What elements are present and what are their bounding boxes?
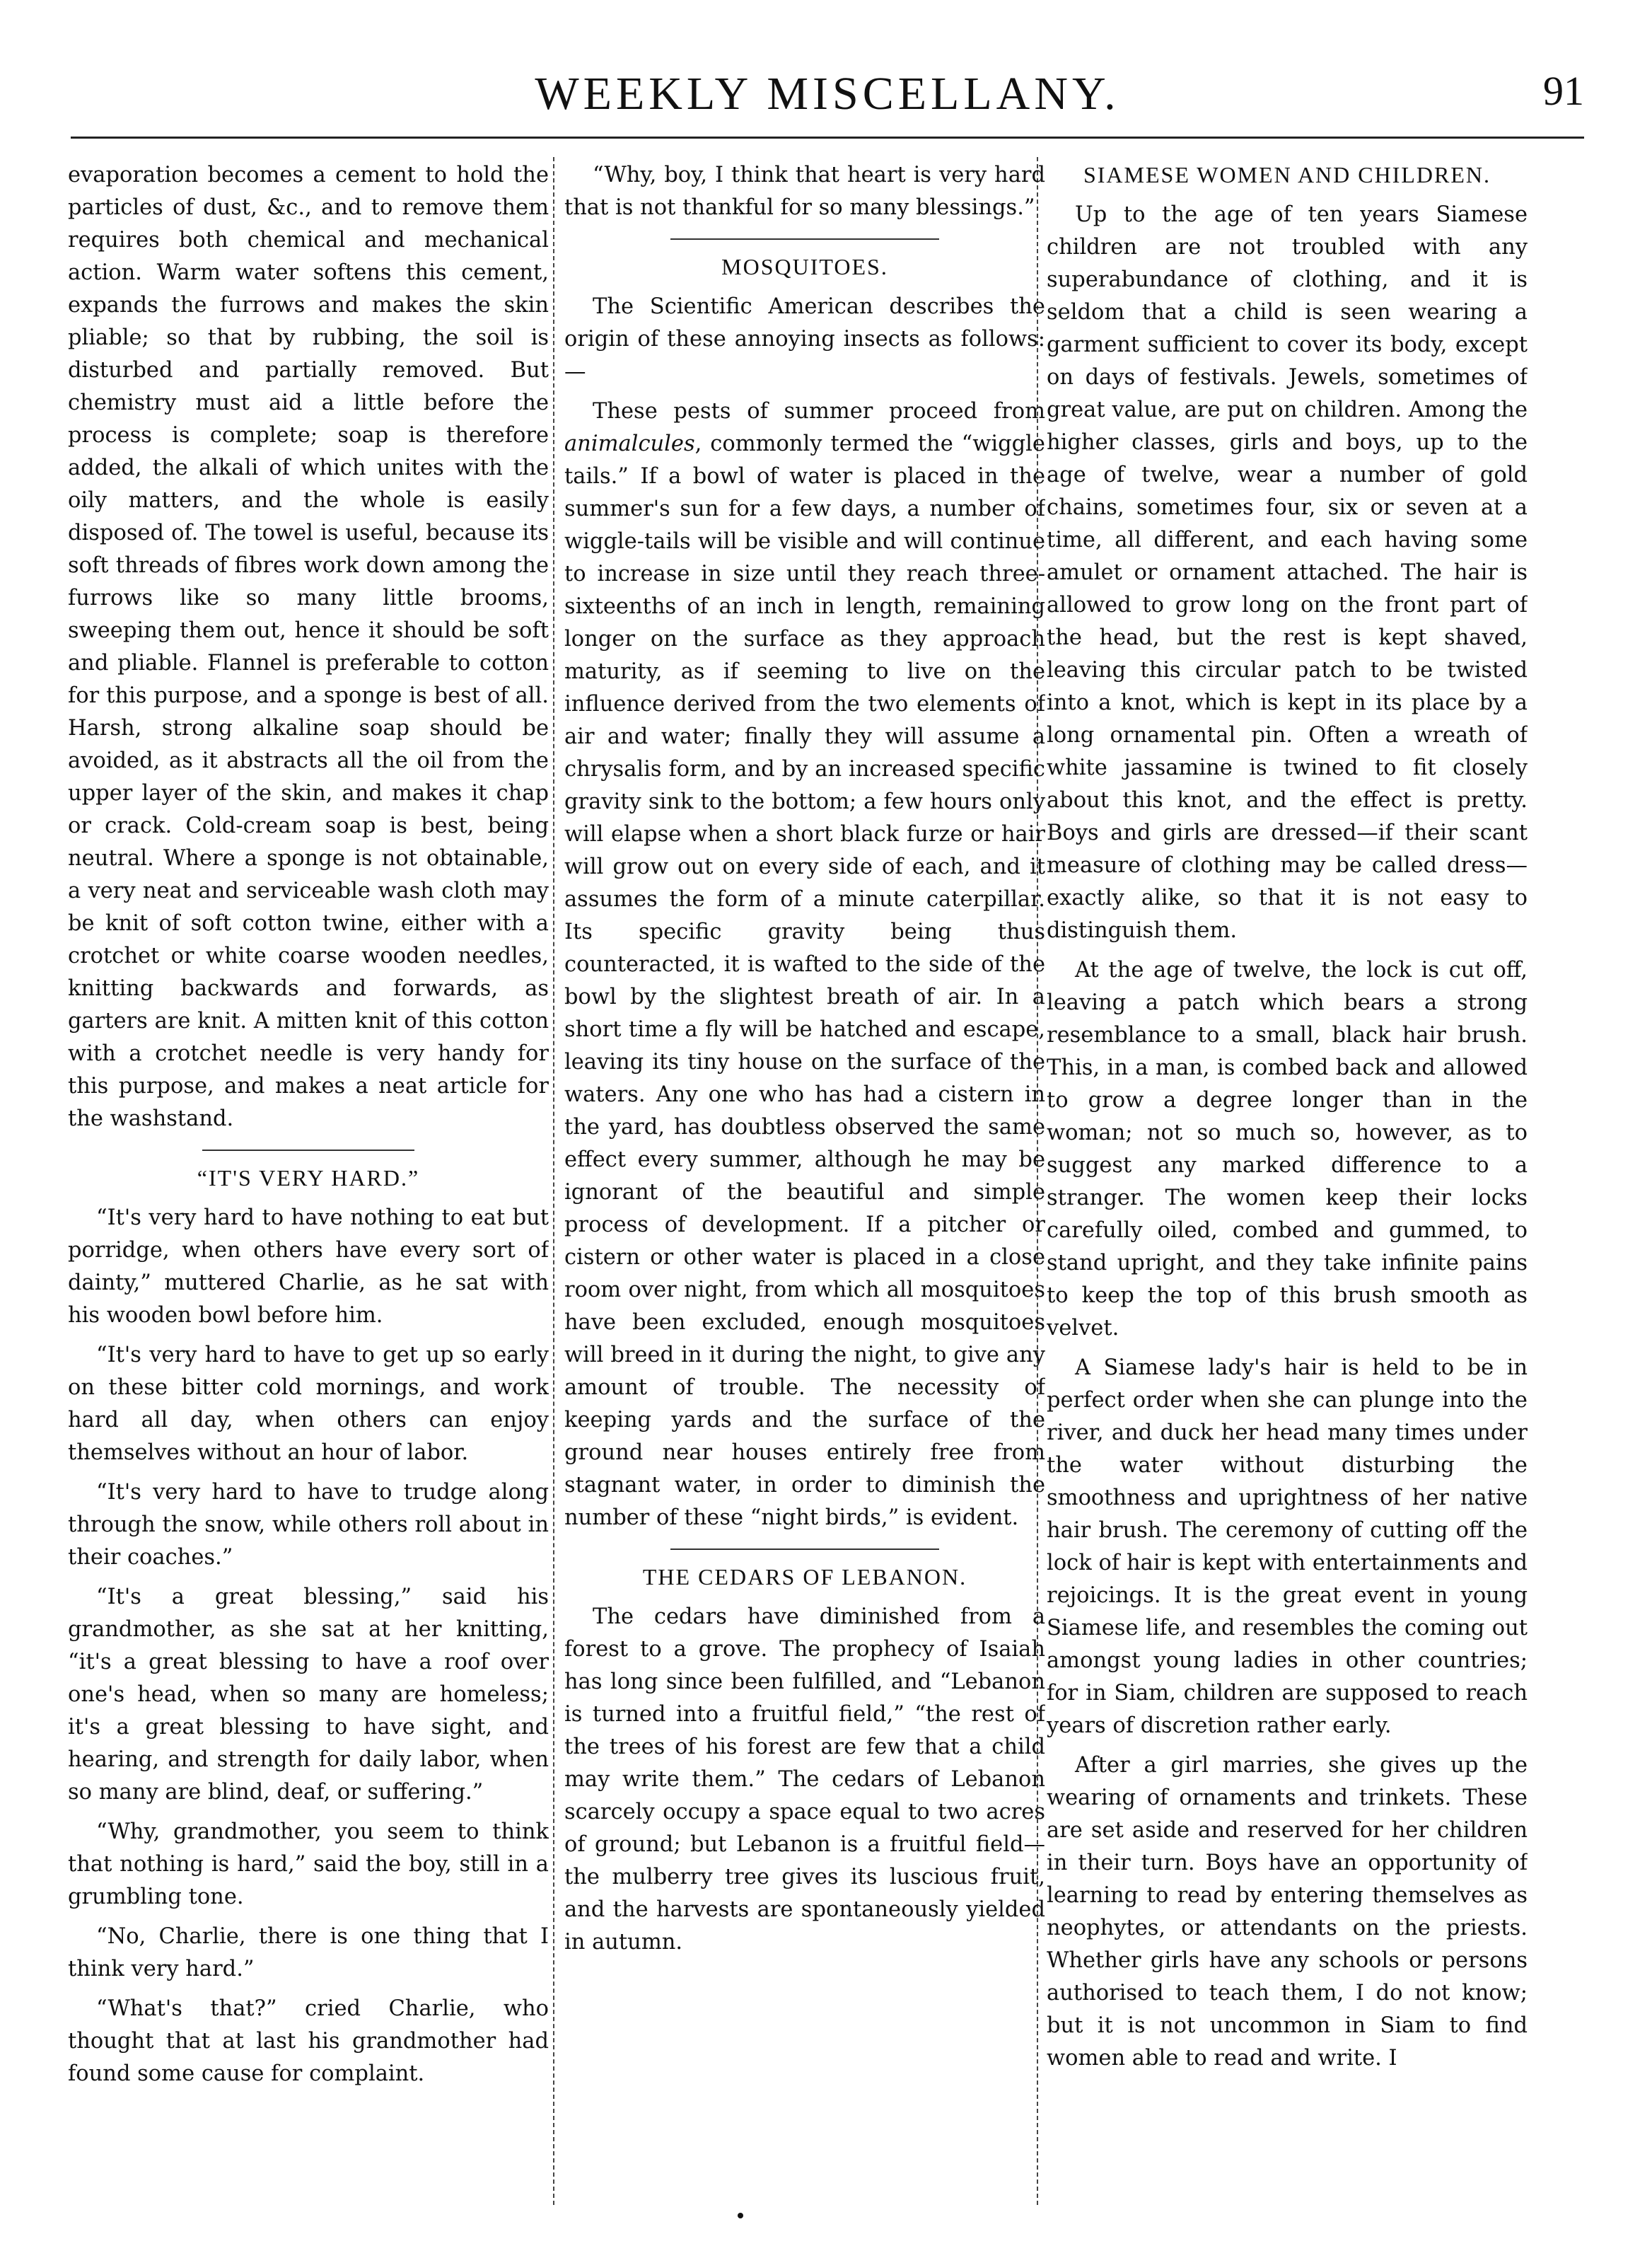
article-paragraph: evaporation becomes a cement to hold the particles of dust, &c., and to remove them requires both chemical and mechanical action. Warm water softens this cement, expands the furrows and makes the skin pliable; so that by rubbing, the soil is disturbed and partially removed. But chemistry must aid a little before the process is complete; soap is therefore added, the alkali of which unites with the oily matters, and the whole is easily disposed of. The towel is useful, because its soft threads of fibres work down among the furrows like so many little brooms, sweeping them out, hence it should be soft and pliable. Flannel is preferable to cotton for this purpose, and a sponge is best of all. Harsh, strong alkaline soap should be avoided, as it abstracts all the oil from the upper layer of the skin, and makes it chap or crack. Cold-cream soap is best, being neutral. Where a sponge is not obtainable, a very neat and serviceable wash cloth may be knit of soft cotton twine, either with a crotchet or white coarse wooden needles, knitting backwards and forwards, as garters are knit. A mitten knit of this cotton with a crotchet needle is very handy for this purpose, and makes a neat article for the washstand. — [68, 163, 549, 1131]
column-divider — [553, 157, 554, 2205]
ink-dot — [738, 2213, 743, 2218]
column-1 — [68, 159, 549, 2200]
masthead — [71, 67, 1584, 145]
page-number: 91 — [1543, 68, 1584, 114]
article-paragraph: “It's very hard to have to get up so early on these bitter cold mornings, and work hard all day, when others can enjoy themselves without an hour of labor. — [68, 1343, 549, 1465]
article-paragraph: Up to the age of ten years Siamese children are not troubled with any superabundance of clothing, and it is seldom that a child is seen wearing a garment sufficient to cover its body, except on days of festivals. Jewels, sometimes of great value, are put on children. Among the higher classes, girls and boys, up to the age of twelve, wear a number of gold chains, sometimes four, six or seven at a time, all different, and each having some amulet or ornament attached. The hair is allowed to grow long on the front part of the head, but the rest is kept shaved, leaving this circular patch to be twisted into a knot, which is kept in its place by a long ornamental pin. Often a wreath of white jassamine is twined to fit closely about this knot, and the effect is pretty. Boys and girls are dressed—if their scant measure of clothing may be called dress—exactly alike, so that it is not easy to distinguish them. — [1047, 202, 1528, 943]
masthead-title: WEEKLY MISCELLANY. — [535, 68, 1120, 120]
article-heading-mosquitoes: MOSQUITOES. — [721, 254, 888, 279]
article-paragraph: “What's that?” cried Charlie, who thought that at last his grandmother had found some cause for complaint. — [68, 1996, 549, 2086]
article-divider — [670, 238, 939, 240]
article-paragraph — [564, 395, 1045, 1534]
article-paragraph: “Why, grandmother, you seem to think that nothing is hard,” said the boy, still in a grumbling tone. — [68, 1819, 549, 1909]
article-paragraph: After a girl marries, she gives up the wearing of ornaments and trinkets. These are set aside and reserved for her children in their turn. Boys have an opportunity of learning to read by entering themselves as neophytes, or attendants on the priests. Whether girls have any schools or persons authorised to teach them, I do not know; but it is not uncommon in Siam to find women able to read and write. I — [1047, 1753, 1528, 2071]
article-paragraph: “Why, boy, I think that heart is very hard that is not thankful for so many blessings.” — [564, 163, 1045, 220]
masthead-rule — [71, 137, 1584, 139]
article-divider — [202, 1150, 414, 1151]
column-2 — [564, 159, 1045, 2200]
article-heading-siamese-women: SIAMESE WOMEN AND CHILDREN. — [1083, 162, 1491, 187]
text-run: , commonly termed the “wiggle tails.” If a bowl of water is placed in the summer's sun for a few days, a number of wiggle-tails will be visible and will continue to increase in size until they reach three-sixteenths of an inch in length, remaining longer on the surface as they approach maturity, as if seeming to live on the influence derived from the two elements of air and water; finally they will assume a chrysalis form, and by an increased specific gravity sink to the bottom; a few hours only will elapse when a short black furze or hair will grow out on every side of each, and it assumes the form of a minute caterpillar. Its specific gravity being thus counteracted, it is wafted to the side of the bowl by the slightest breath of air. In a short time a fly will be hatched and escape, leaving its tiny house on the surface of the waters. Any one who has had a cistern in the yard, has doubtless observed the same effect every summer, although he may be ignorant of the beautiful and simple process of development. If a pitcher or cistern or other water is placed in a close room over night, from which all mosquitoes have been excluded, enough mosquitoes will breed in it during the night, to give any amount of trouble. The necessity of keeping yards and the surface of the ground near houses entirely free from stagnant water, in order to diminish the number of these “night birds,” is evident. — [564, 432, 1045, 1530]
article-paragraph: “No, Charlie, there is one thing that I think very hard.” — [68, 1924, 549, 1981]
article-paragraph: “It's very hard to have to trudge along through the snow, while others roll about in their coaches.” — [68, 1480, 549, 1570]
article-heading-its-very-hard: “IT'S VERY HARD.” — [197, 1165, 420, 1191]
article-paragraph: The Scientific American describes the origin of these annoying insects as follows:— — [564, 294, 1045, 384]
article-paragraph: The cedars have diminished from a forest to a grove. The prophecy of Isaiah has long since been fulfilled, and “Lebanon is turned into a fruitful field,” “the rest of the trees of his forest are few that a child may write them.” The cedars of Lebanon scarcely occupy a space equal to two acres of ground; but Lebanon is a fruitful field—the mulberry tree gives its luscious fruit, and the harvests are spontaneously yielded in autumn. — [564, 1604, 1045, 1955]
article-paragraph: A Siamese lady's hair is held to be in perfect order when she can plunge into the river, and duck her head many times under the water without disturbing the smoothness and uprightness of her native hair brush. The ceremony of cutting off the lock of hair is kept with entertainments and rejoicings. It is the great event in young Siamese life, and resembles the coming out amongst young ladies in other countries; for in Siam, children are supposed to reach years of discretion rather early. — [1047, 1355, 1528, 1738]
article-paragraph: “It's very hard to have nothing to eat but porridge, when others have every sort of dainty,” muttered Charlie, as he sat with his wooden bowl before him. — [68, 1205, 549, 1328]
article-paragraph: “It's a great blessing,” said his grandmother, as she sat at her knitting, “it's a great blessing to have a roof over one's head, when so many are homeless; it's a great blessing to have sight, and hearing, and strength for daily labor, when so many are blind, deaf, or suffering.” — [68, 1585, 549, 1805]
article-divider — [670, 1549, 939, 1550]
text-run: These pests of summer proceed from — [593, 399, 1045, 424]
italic-term: animalcules — [564, 432, 695, 456]
article-paragraph: At the age of twelve, the lock is cut off, leaving a patch which bears a strong resemblance to a small, black hair brush. This, in a man, is combed back and allowed to grow a degree longer than in the woman; not so much so, however, as to suggest any marked difference to a stranger. The women keep their locks carefully oiled, combed and gummed, to stand upright, and they take infinite pains to keep the top of this brush smooth as velvet. — [1047, 958, 1528, 1341]
article-heading-cedars-of-lebanon: THE CEDARS OF LEBANON. — [642, 1564, 967, 1590]
column-3 — [1047, 159, 1528, 2200]
